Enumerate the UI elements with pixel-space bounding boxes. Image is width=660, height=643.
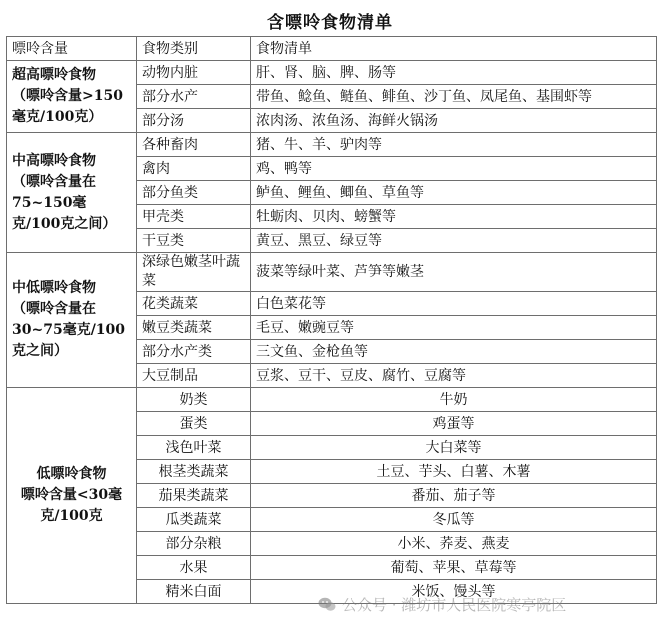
food-list: 猪、牛、羊、驴肉等 — [251, 133, 657, 157]
food-list: 米饭、馒头等 — [251, 580, 657, 604]
level-ultra-high — [7, 61, 137, 133]
food-list: 葡萄、苹果、草莓等 — [251, 556, 657, 580]
table-row — [7, 133, 657, 157]
document-title: 含嘌呤食物清单 — [267, 13, 393, 33]
food-list: 豆浆、豆干、豆皮、腐竹、豆腐等 — [251, 364, 657, 388]
level-name: 中低嘌呤食物 — [12, 280, 96, 296]
food-list: 小米、荞麦、燕麦 — [251, 532, 657, 556]
food-list: 毛豆、嫩豌豆等 — [251, 316, 657, 340]
header-food-category: 食物类别 — [137, 37, 251, 61]
food-category: 部分鱼类 — [137, 181, 251, 205]
food-list: 浓肉汤、浓鱼汤、海鲜火锅汤 — [251, 109, 657, 133]
food-list: 肝、肾、脑、脾、肠等 — [251, 61, 657, 85]
level-name: 低嘌呤食物 — [36, 466, 107, 482]
food-category: 根茎类蔬菜 — [137, 460, 251, 484]
food-category: 浅色叶菜 — [137, 436, 251, 460]
level-range: （嘌呤含量>150毫克/100克） — [12, 88, 123, 125]
table-row — [7, 253, 657, 292]
food-category: 深绿色嫩茎叶蔬菜 — [137, 253, 251, 292]
food-category: 瓜类蔬菜 — [137, 508, 251, 532]
food-list: 鲈鱼、鲤鱼、鲫鱼、草鱼等 — [251, 181, 657, 205]
food-category: 嫩豆类蔬菜 — [137, 316, 251, 340]
food-category: 各种畜肉 — [137, 133, 251, 157]
food-list: 牛奶 — [251, 388, 657, 412]
table-row — [7, 388, 657, 412]
table-row — [7, 61, 657, 85]
level-name: 超高嘌呤食物 — [12, 67, 96, 83]
level-range: （嘌呤含量在30~75毫克/100克之间） — [12, 301, 126, 359]
food-category: 茄果类蔬菜 — [137, 484, 251, 508]
food-category: 花类蔬菜 — [137, 292, 251, 316]
header-purine-level: 嘌呤含量 — [7, 37, 137, 61]
table-header-row — [7, 37, 657, 61]
food-category: 奶类 — [137, 388, 251, 412]
watermark-text: 公众号 · 潍坊市人民医院寒亭院区 — [342, 596, 567, 614]
food-category: 部分杂粮 — [137, 532, 251, 556]
food-list: 土豆、芋头、白薯、木薯 — [251, 460, 657, 484]
food-category: 动物内脏 — [137, 61, 251, 85]
header-food-list: 食物清单 — [251, 37, 657, 61]
level-range: （嘌呤含量在75~150毫克/100克之间） — [12, 173, 117, 232]
food-list: 鸡、鸭等 — [251, 157, 657, 181]
food-list: 冬瓜等 — [251, 508, 657, 532]
food-list: 三文鱼、金枪鱼等 — [251, 340, 657, 364]
food-list: 白色菜花等 — [251, 292, 657, 316]
level-name: 中高嘌呤食物 — [12, 152, 96, 169]
level-mid-low — [7, 253, 137, 388]
food-list: 菠菜等绿叶菜、芦笋等嫩茎 — [251, 253, 657, 292]
food-category: 部分水产类 — [137, 340, 251, 364]
food-list: 番茄、茄子等 — [251, 484, 657, 508]
food-category: 水果 — [137, 556, 251, 580]
level-mid-high — [7, 133, 137, 253]
food-category: 甲壳类 — [137, 205, 251, 229]
food-list: 鸡蛋等 — [251, 412, 657, 436]
food-category: 蛋类 — [137, 412, 251, 436]
food-category: 禽肉 — [137, 157, 251, 181]
food-list: 大白菜等 — [251, 436, 657, 460]
food-list: 牡蛎肉、贝肉、螃蟹等 — [251, 205, 657, 229]
level-range: 嘌呤含量<30毫克/100克 — [20, 487, 123, 524]
food-category: 大豆制品 — [137, 364, 251, 388]
food-category: 部分汤 — [137, 109, 251, 133]
food-category: 干豆类 — [137, 229, 251, 253]
food-category: 精米白面 — [137, 580, 251, 604]
food-list: 带鱼、鲶鱼、鲢鱼、鲱鱼、沙丁鱼、凤尾鱼、基围虾等 — [251, 85, 657, 109]
food-category: 部分水产 — [137, 85, 251, 109]
food-list: 黄豆、黑豆、绿豆等 — [251, 229, 657, 253]
level-low — [7, 388, 137, 604]
purine-food-table — [6, 36, 657, 604]
